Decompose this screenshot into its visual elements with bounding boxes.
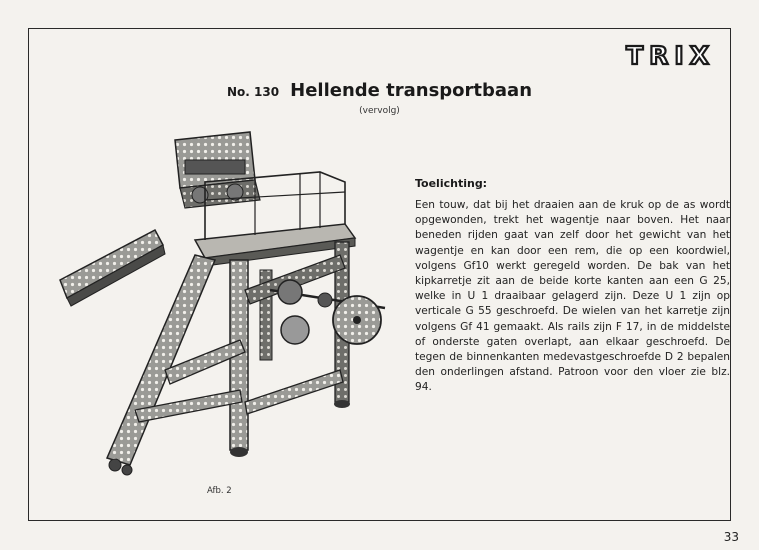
construction-illustration	[55, 120, 400, 490]
page-subtitle: (vervolg)	[359, 106, 400, 116]
page-title: Hellende transportbaan	[290, 80, 533, 101]
crank-axle	[270, 280, 385, 344]
sloped-track	[60, 230, 165, 306]
explanation-heading: Toelichting:	[415, 177, 488, 190]
trix-logo: TRIX	[626, 41, 715, 70]
tipping-cart	[175, 132, 260, 208]
explanation-body: Een touw, dat bij het draaien aan de kruk op de as wordt opgewonden, trekt het wagentje naar boven. Het naar beneden rijden gaat van zelf door het gewicht van het wagentje en kan door een rem, die op een koordwiel, volgens Gf10 werkt geregeld worden. De bak van het kipkarretje zit aan de beide korte kanten aan een G 25, welke in U 1 draaibaar gelagerd zijn. Deze U 1 zijn op verticale G 55 geschroefd. De wielen van het karretje zijn volgens Gf 41 gemaakt. Als rails zijn F 17, in de middelste of onderste gaten overlapt, aan elkaar geschroefd. De tegen de binnenkanten medevastgeschroefde D 2 bepalen den onderlingen afstand. Patroon voor den vloer zie blz. 94.	[415, 199, 730, 394]
page-number: 33	[723, 530, 739, 544]
figure-caption: Afb. 2	[207, 486, 232, 496]
title-row	[0, 80, 759, 101]
model-number: No. 130	[226, 85, 280, 99]
